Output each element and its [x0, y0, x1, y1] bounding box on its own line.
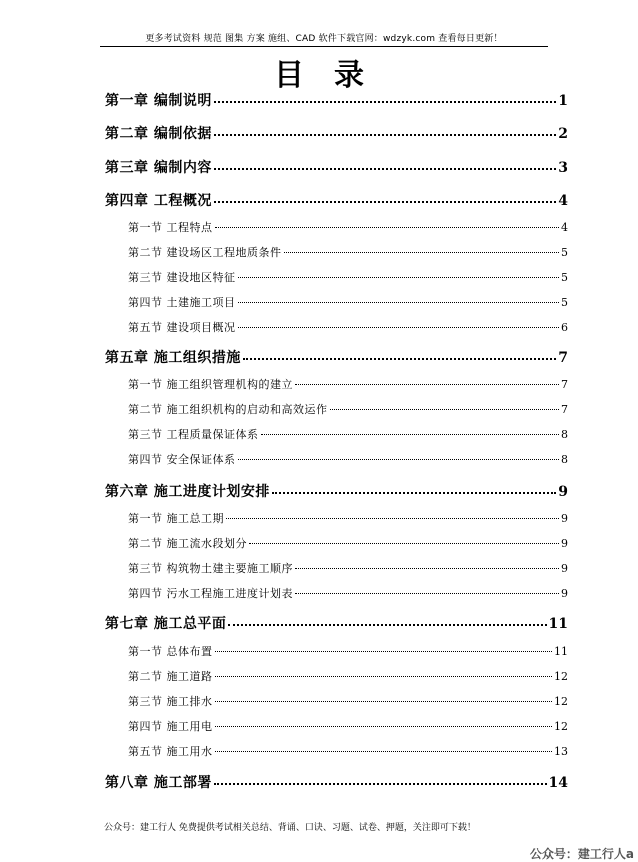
- toc-page-number: 5: [561, 296, 568, 309]
- toc-page-number: 5: [561, 271, 568, 284]
- toc-entry-label: 第五章 施工组织措施: [105, 350, 241, 366]
- toc-section-entry[interactable]: [128, 294, 568, 310]
- toc-page-number: 12: [554, 670, 568, 683]
- toc-section-entry[interactable]: [128, 269, 568, 285]
- toc-entry-label: 第一节 总体布置: [128, 645, 213, 658]
- toc-page-number: 7: [558, 350, 568, 366]
- toc-entry-label: 第二节 施工组织机构的启动和高效运作: [128, 403, 328, 416]
- toc-entry-label: 第三节 建设地区特征: [128, 271, 236, 284]
- toc-section-entry[interactable]: [128, 219, 568, 235]
- toc-page-number: 4: [558, 193, 568, 209]
- toc-page-number: 11: [548, 616, 568, 632]
- toc-section-entry[interactable]: [128, 560, 568, 576]
- toc-dot-leader: [284, 252, 560, 253]
- toc-entry-label: 第一节 施工组织管理机构的建立: [128, 378, 293, 391]
- toc-entry-label: 第三章 编制内容: [105, 160, 212, 176]
- toc-dot-leader: [215, 651, 553, 652]
- toc-dot-leader: [214, 168, 556, 170]
- toc-dot-leader: [295, 384, 559, 385]
- toc-dot-leader: [249, 543, 559, 544]
- toc-page-number: 8: [561, 453, 568, 466]
- toc-dot-leader: [238, 302, 560, 303]
- toc-entry-label: 第四节 污水工程施工进度计划表: [128, 587, 293, 600]
- page-header: 更多考试资料 规范 图集 方案 施组、CAD 软件下载官网：wdzyk.com 查看每日更新！: [145, 34, 503, 44]
- toc-section-entry[interactable]: [128, 585, 568, 601]
- toc-chapter-entry[interactable]: [105, 347, 568, 367]
- toc-dot-leader: [226, 518, 559, 519]
- toc-page-number: 9: [558, 484, 568, 500]
- toc-page-number: 7: [561, 378, 568, 391]
- page-footer: 公众号：建工行人 免费提供考试相关总结、背诵、口诀、习题、试卷、押题，关注即可下载！: [104, 823, 476, 833]
- toc-dot-leader: [330, 409, 560, 410]
- toc-section-entry[interactable]: [128, 426, 568, 442]
- toc-dot-leader: [214, 201, 556, 203]
- toc-section-entry[interactable]: [128, 743, 568, 759]
- toc-page-number: 3: [558, 160, 568, 176]
- toc-entry-label: 第四节 安全保证体系: [128, 453, 236, 466]
- toc-section-entry[interactable]: [128, 668, 568, 684]
- toc-section-entry[interactable]: [128, 643, 568, 659]
- toc-chapter-entry[interactable]: [105, 123, 568, 143]
- toc-page-number: 8: [561, 428, 568, 441]
- toc-chapter-entry[interactable]: [105, 90, 568, 110]
- toc-dot-leader: [214, 101, 556, 103]
- toc-page-number: 14: [548, 775, 568, 791]
- toc-chapter-entry[interactable]: [105, 157, 568, 177]
- toc-entry-label: 第四节 土建施工项目: [128, 296, 236, 309]
- toc-section-entry[interactable]: [128, 319, 568, 335]
- toc-section-entry[interactable]: [128, 401, 568, 417]
- toc-page-number: 9: [561, 537, 568, 550]
- toc-dot-leader: [214, 134, 556, 136]
- toc-page-number: 13: [554, 745, 568, 758]
- toc-dot-leader: [238, 277, 560, 278]
- toc-entry-label: 第二章 编制依据: [105, 126, 212, 142]
- toc-dot-leader: [215, 726, 553, 727]
- toc-entry-label: 第三节 构筑物土建主要施工顺序: [128, 562, 293, 575]
- toc-entry-label: 第一章 编制说明: [105, 93, 212, 109]
- toc-page-number: 12: [554, 720, 568, 733]
- toc-page-number: 4: [561, 221, 568, 234]
- toc-dot-leader: [261, 434, 560, 435]
- toc-entry-label: 第五节 施工用水: [128, 745, 213, 758]
- toc-page-number: 6: [561, 321, 568, 334]
- toc-entry-label: 第二节 建设场区工程地质条件: [128, 246, 282, 259]
- toc-dot-leader: [272, 492, 556, 494]
- toc-dot-leader: [295, 568, 559, 569]
- toc-dot-leader: [228, 624, 546, 626]
- toc-section-entry[interactable]: [128, 510, 568, 526]
- toc-entry-label: 第五节 建设项目概况: [128, 321, 236, 334]
- toc-page-number: 5: [561, 246, 568, 259]
- toc-entry-label: 第八章 施工部署: [105, 775, 212, 791]
- toc-entry-label: 第二节 施工流水段划分: [128, 537, 247, 550]
- toc-dot-leader: [238, 327, 560, 328]
- toc-entry-label: 第三节 施工排水: [128, 695, 213, 708]
- toc-dot-leader: [215, 227, 560, 228]
- toc-chapter-entry[interactable]: [105, 613, 568, 633]
- toc-section-entry[interactable]: [128, 693, 568, 709]
- toc-dot-leader: [215, 701, 553, 702]
- toc-page-number: 7: [561, 403, 568, 416]
- toc-page-number: 12: [554, 695, 568, 708]
- toc-chapter-entry[interactable]: [105, 772, 568, 792]
- toc-entry-label: 第一节 工程特点: [128, 221, 213, 234]
- toc-dot-leader: [295, 593, 559, 594]
- toc-chapter-entry[interactable]: [105, 481, 568, 501]
- toc-entry-label: 第三节 工程质量保证体系: [128, 428, 259, 441]
- toc-page-number: 9: [561, 512, 568, 525]
- toc-section-entry[interactable]: [128, 376, 568, 392]
- toc-dot-leader: [243, 358, 556, 360]
- toc-entry-label: 第四节 施工用电: [128, 720, 213, 733]
- toc-page-number: 9: [561, 562, 568, 575]
- watermark: 公众号：建工行人a: [529, 847, 634, 861]
- toc-page-number: 11: [554, 645, 568, 658]
- toc-entry-label: 第一节 施工总工期: [128, 512, 224, 525]
- toc-dot-leader: [238, 459, 560, 460]
- toc-entry-label: 第七章 施工总平面: [105, 616, 227, 632]
- toc-dot-leader: [214, 783, 547, 785]
- toc-section-entry[interactable]: [128, 244, 568, 260]
- toc-dot-leader: [215, 676, 553, 677]
- toc-section-entry[interactable]: [128, 451, 568, 467]
- toc-section-entry[interactable]: [128, 718, 568, 734]
- toc-page-number: 2: [558, 126, 568, 142]
- toc-page-number: 1: [558, 93, 568, 109]
- toc-section-entry[interactable]: [128, 535, 568, 551]
- toc-entry-label: 第二节 施工道路: [128, 670, 213, 683]
- toc-entry-label: 第四章 工程概况: [105, 193, 212, 209]
- page-title: 目录: [274, 58, 394, 93]
- toc-chapter-entry[interactable]: [105, 190, 568, 210]
- toc-dot-leader: [215, 751, 553, 752]
- toc-entry-label: 第六章 施工进度计划安排: [105, 484, 270, 500]
- toc-page-number: 9: [561, 587, 568, 600]
